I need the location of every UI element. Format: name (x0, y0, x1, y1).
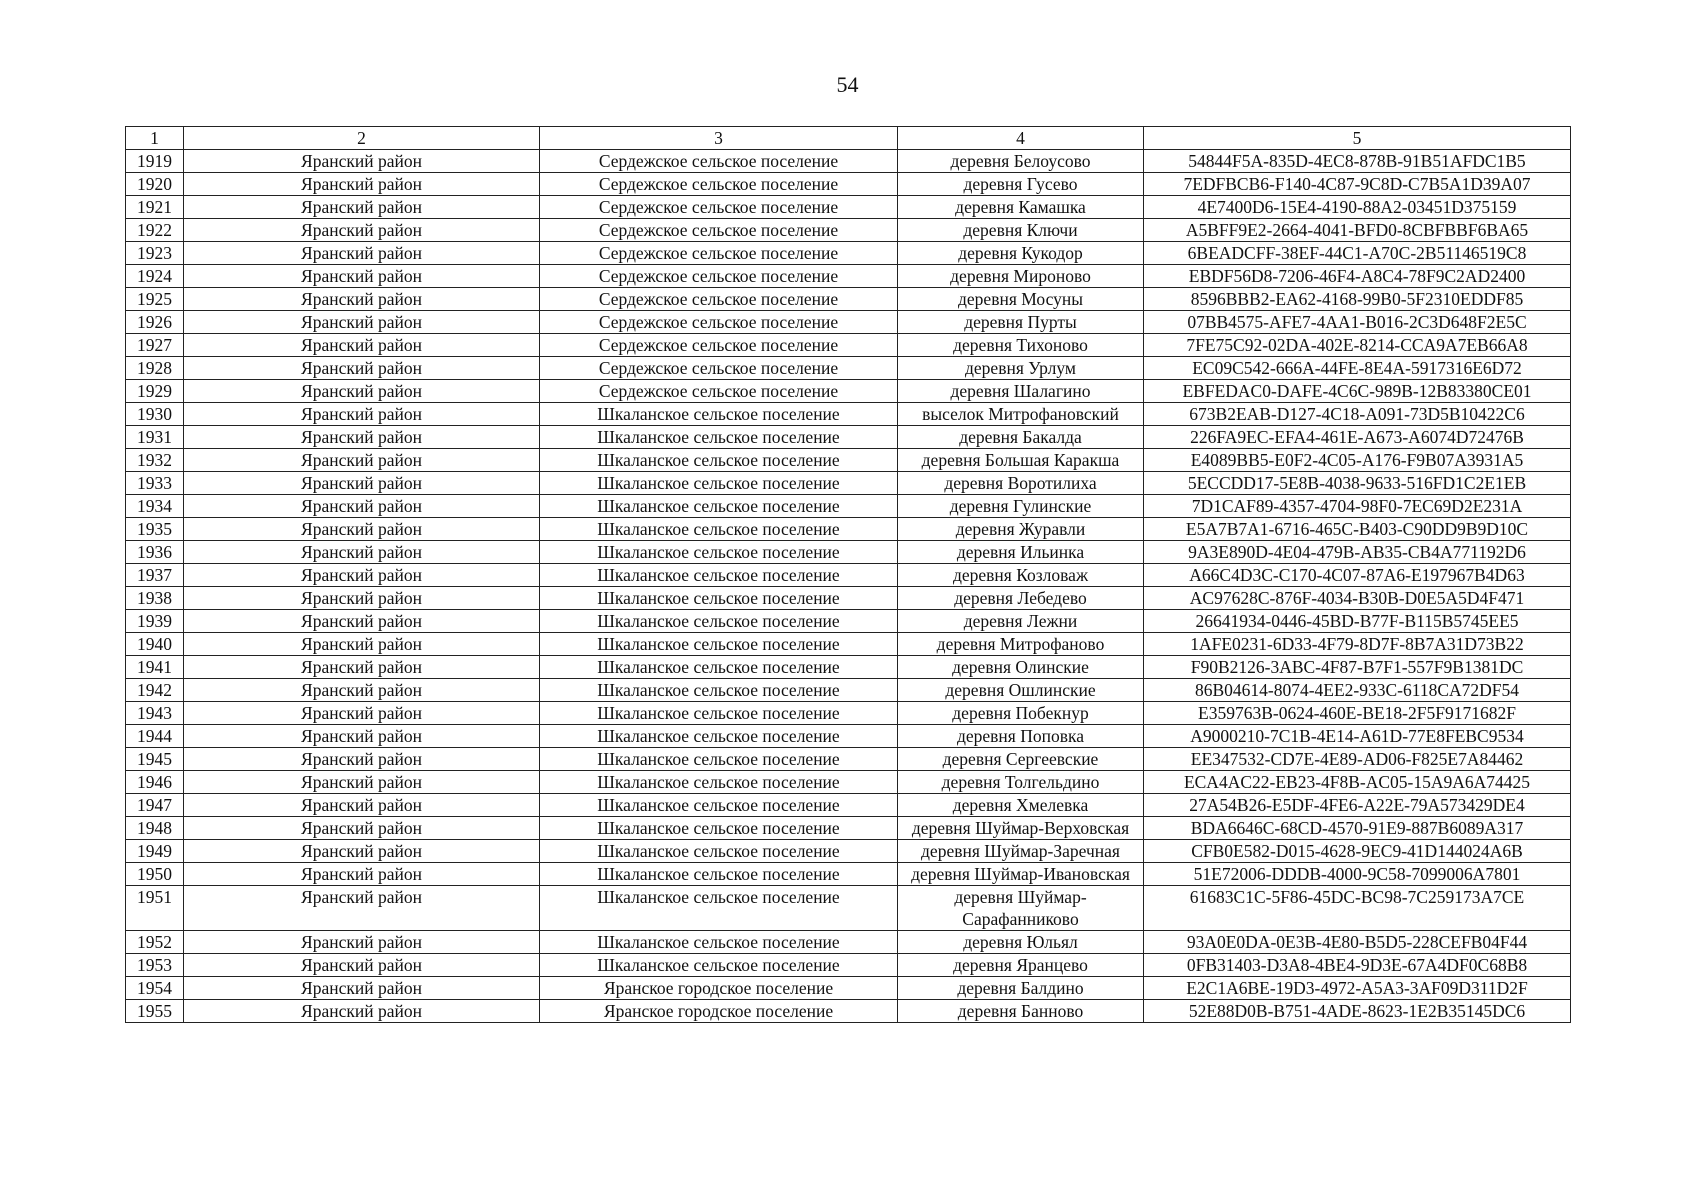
district-cell: Яранский район (184, 931, 540, 954)
district-cell: Яранский район (184, 150, 540, 173)
settlements-table (125, 126, 1571, 1023)
guid-cell: 51E72006-DDDB-4000-9C58-7099006A7801 (1144, 863, 1571, 886)
table-row (126, 817, 1571, 840)
guid-cell: EBFEDAC0-DAFE-4C6C-989B-12B83380CE01 (1144, 380, 1571, 403)
row-number-cell: 1951 (126, 886, 184, 931)
row-number-cell: 1935 (126, 518, 184, 541)
row-number-cell: 1952 (126, 931, 184, 954)
settlement-cell: Сердежское сельское поселение (540, 196, 898, 219)
district-cell: Яранский район (184, 840, 540, 863)
table-row (126, 656, 1571, 679)
settlement-cell: Шкаланское сельское поселение (540, 886, 898, 931)
row-number-cell: 1954 (126, 977, 184, 1000)
locality-cell: деревня Кукодор (898, 242, 1144, 265)
locality-cell: деревня Хмелевка (898, 794, 1144, 817)
table-row (126, 886, 1571, 931)
district-cell: Яранский район (184, 633, 540, 656)
guid-cell: A9000210-7C1B-4E14-A61D-77E8FEBC9534 (1144, 725, 1571, 748)
settlement-cell: Сердежское сельское поселение (540, 265, 898, 288)
row-number-cell: 1930 (126, 403, 184, 426)
locality-cell: деревня Лежни (898, 610, 1144, 633)
guid-cell: 7EDFBCB6-F140-4C87-9C8D-C7B5A1D39A07 (1144, 173, 1571, 196)
settlement-cell: Шкаланское сельское поселение (540, 679, 898, 702)
locality-cell: деревня Шуймар-Ивановская (898, 863, 1144, 886)
guid-cell: BDA6646C-68CD-4570-91E9-887B6089A317 (1144, 817, 1571, 840)
row-number-cell: 1938 (126, 587, 184, 610)
settlement-cell: Шкаланское сельское поселение (540, 587, 898, 610)
settlement-cell: Яранское городское поселение (540, 1000, 898, 1023)
settlement-cell: Шкаланское сельское поселение (540, 656, 898, 679)
settlement-cell: Сердежское сельское поселение (540, 242, 898, 265)
guid-cell: 0FB31403-D3A8-4BE4-9D3E-67A4DF0C68B8 (1144, 954, 1571, 977)
district-cell: Яранский район (184, 656, 540, 679)
settlement-cell: Шкаланское сельское поселение (540, 610, 898, 633)
column-header: 5 (1144, 127, 1571, 150)
row-number-cell: 1942 (126, 679, 184, 702)
row-number-cell: 1924 (126, 265, 184, 288)
locality-cell: деревня Лебедево (898, 587, 1144, 610)
settlement-cell: Шкаланское сельское поселение (540, 748, 898, 771)
guid-cell: 9A3E890D-4E04-479B-AB35-CB4A771192D6 (1144, 541, 1571, 564)
locality-cell: деревня Побекнур (898, 702, 1144, 725)
locality-cell: деревня Козловаж (898, 564, 1144, 587)
row-number-cell: 1920 (126, 173, 184, 196)
locality-cell: деревня Гулинские (898, 495, 1144, 518)
guid-cell: EC09C542-666A-44FE-8E4A-5917316E6D72 (1144, 357, 1571, 380)
settlement-cell: Сердежское сельское поселение (540, 334, 898, 357)
row-number-cell: 1953 (126, 954, 184, 977)
guid-cell: 226FA9EC-EFA4-461E-A673-A6074D72476B (1144, 426, 1571, 449)
table-row (126, 311, 1571, 334)
table-row (126, 426, 1571, 449)
guid-cell: 26641934-0446-45BD-B77F-B115B5745EE5 (1144, 610, 1571, 633)
locality-cell: деревня Большая Каракша (898, 449, 1144, 472)
table-row (126, 472, 1571, 495)
row-number-cell: 1939 (126, 610, 184, 633)
table-row (126, 357, 1571, 380)
table-row (126, 587, 1571, 610)
table-row (126, 196, 1571, 219)
guid-cell: ECA4AC22-EB23-4F8B-AC05-15A9A6A74425 (1144, 771, 1571, 794)
locality-cell: деревня Банново (898, 1000, 1144, 1023)
locality-cell: деревня Белоусово (898, 150, 1144, 173)
guid-cell: 27A54B26-E5DF-4FE6-A22E-79A573429DE4 (1144, 794, 1571, 817)
locality-cell: деревня Камашка (898, 196, 1144, 219)
settlement-cell: Шкаланское сельское поселение (540, 472, 898, 495)
settlement-cell: Шкаланское сельское поселение (540, 817, 898, 840)
locality-cell: деревня Шуймар-Заречная (898, 840, 1144, 863)
table-row (126, 173, 1571, 196)
locality-cell: деревня Пурты (898, 311, 1144, 334)
district-cell: Яранский район (184, 334, 540, 357)
table-row (126, 541, 1571, 564)
guid-cell: 86B04614-8074-4EE2-933C-6118CA72DF54 (1144, 679, 1571, 702)
row-number-cell: 1919 (126, 150, 184, 173)
table-row (126, 288, 1571, 311)
guid-cell: 61683C1C-5F86-45DC-BC98-7C259173A7CE (1144, 886, 1571, 931)
table-row (126, 931, 1571, 954)
row-number-cell: 1932 (126, 449, 184, 472)
row-number-cell: 1929 (126, 380, 184, 403)
locality-cell: деревня Гусево (898, 173, 1144, 196)
settlement-cell: Сердежское сельское поселение (540, 288, 898, 311)
district-cell: Яранский район (184, 977, 540, 1000)
guid-cell: F90B2126-3ABC-4F87-B7F1-557F9B1381DC (1144, 656, 1571, 679)
district-cell: Яранский район (184, 817, 540, 840)
guid-cell: 93A0E0DA-0E3B-4E80-B5D5-228CEFB04F44 (1144, 931, 1571, 954)
row-number-cell: 1946 (126, 771, 184, 794)
row-number-cell: 1925 (126, 288, 184, 311)
district-cell: Яранский район (184, 1000, 540, 1023)
locality-cell: деревня Шуймар-Сарафанниково (898, 886, 1144, 931)
guid-cell: AC97628C-876F-4034-B30B-D0E5A5D4F471 (1144, 587, 1571, 610)
district-cell: Яранский район (184, 771, 540, 794)
locality-cell: выселок Митрофановский (898, 403, 1144, 426)
locality-cell: деревня Ошлинские (898, 679, 1144, 702)
locality-cell: деревня Мироново (898, 265, 1144, 288)
guid-cell: 5ECCDD17-5E8B-4038-9633-516FD1C2E1EB (1144, 472, 1571, 495)
district-cell: Яранский район (184, 426, 540, 449)
table-row (126, 610, 1571, 633)
row-number-cell: 1945 (126, 748, 184, 771)
row-number-cell: 1937 (126, 564, 184, 587)
district-cell: Яранский район (184, 472, 540, 495)
table-row (126, 863, 1571, 886)
settlement-cell: Шкаланское сельское поселение (540, 633, 898, 656)
locality-cell: деревня Толгельдино (898, 771, 1144, 794)
settlement-cell: Сердежское сельское поселение (540, 357, 898, 380)
district-cell: Яранский район (184, 357, 540, 380)
row-number-cell: 1949 (126, 840, 184, 863)
table-row (126, 334, 1571, 357)
locality-cell: деревня Тихоново (898, 334, 1144, 357)
settlement-cell: Сердежское сельское поселение (540, 150, 898, 173)
row-number-cell: 1926 (126, 311, 184, 334)
table-row (126, 702, 1571, 725)
row-number-cell: 1931 (126, 426, 184, 449)
table-row (126, 771, 1571, 794)
settlement-cell: Сердежское сельское поселение (540, 380, 898, 403)
table-row (126, 748, 1571, 771)
locality-cell: деревня Митрофаново (898, 633, 1144, 656)
locality-cell: деревня Мосуны (898, 288, 1144, 311)
guid-cell: EE347532-CD7E-4E89-AD06-F825E7A84462 (1144, 748, 1571, 771)
table-row (126, 840, 1571, 863)
guid-cell: E2C1A6BE-19D3-4972-A5A3-3AF09D311D2F (1144, 977, 1571, 1000)
row-number-cell: 1940 (126, 633, 184, 656)
district-cell: Яранский район (184, 518, 540, 541)
guid-cell: 673B2EAB-D127-4C18-A091-73D5B10422C6 (1144, 403, 1571, 426)
settlement-cell: Шкаланское сельское поселение (540, 426, 898, 449)
row-number-cell: 1923 (126, 242, 184, 265)
district-cell: Яранский район (184, 288, 540, 311)
table-row (126, 403, 1571, 426)
guid-cell: 07BB4575-AFE7-4AA1-B016-2C3D648F2E5C (1144, 311, 1571, 334)
district-cell: Яранский район (184, 403, 540, 426)
guid-cell: E5A7B7A1-6716-465C-B403-C90DD9B9D10C (1144, 518, 1571, 541)
locality-cell: деревня Олинские (898, 656, 1144, 679)
district-cell: Яранский район (184, 954, 540, 977)
district-cell: Яранский район (184, 725, 540, 748)
column-header: 2 (184, 127, 540, 150)
district-cell: Яранский район (184, 219, 540, 242)
row-number-cell: 1922 (126, 219, 184, 242)
guid-cell: EBDF56D8-7206-46F4-A8C4-78F9C2AD2400 (1144, 265, 1571, 288)
column-header: 4 (898, 127, 1144, 150)
guid-cell: 4E7400D6-15E4-4190-88A2-03451D375159 (1144, 196, 1571, 219)
row-number-cell: 1933 (126, 472, 184, 495)
guid-cell: CFB0E582-D015-4628-9EC9-41D144024A6B (1144, 840, 1571, 863)
row-number-cell: 1927 (126, 334, 184, 357)
row-number-cell: 1934 (126, 495, 184, 518)
table-row (126, 242, 1571, 265)
settlement-cell: Шкаланское сельское поселение (540, 771, 898, 794)
district-cell: Яранский район (184, 196, 540, 219)
district-cell: Яранский район (184, 311, 540, 334)
district-cell: Яранский район (184, 748, 540, 771)
settlement-cell: Шкаланское сельское поселение (540, 931, 898, 954)
table-row (126, 564, 1571, 587)
column-header: 1 (126, 127, 184, 150)
settlement-cell: Шкаланское сельское поселение (540, 954, 898, 977)
district-cell: Яранский район (184, 564, 540, 587)
table-row (126, 150, 1571, 173)
district-cell: Яранский район (184, 794, 540, 817)
settlement-cell: Шкаланское сельское поселение (540, 840, 898, 863)
settlement-cell: Шкаланское сельское поселение (540, 518, 898, 541)
locality-cell: деревня Поповка (898, 725, 1144, 748)
table-row (126, 449, 1571, 472)
settlement-cell: Шкаланское сельское поселение (540, 541, 898, 564)
table-row (126, 380, 1571, 403)
settlement-cell: Сердежское сельское поселение (540, 311, 898, 334)
settlement-cell: Сердежское сельское поселение (540, 173, 898, 196)
district-cell: Яранский район (184, 863, 540, 886)
district-cell: Яранский район (184, 449, 540, 472)
row-number-cell: 1941 (126, 656, 184, 679)
row-number-cell: 1950 (126, 863, 184, 886)
page-number: 54 (836, 72, 859, 97)
row-number-cell: 1943 (126, 702, 184, 725)
district-cell: Яранский район (184, 587, 540, 610)
guid-cell: E359763B-0624-460E-BE18-2F5F9171682F (1144, 702, 1571, 725)
guid-cell: 7D1CAF89-4357-4704-98F0-7EC69D2E231A (1144, 495, 1571, 518)
row-number-cell: 1921 (126, 196, 184, 219)
settlement-cell: Шкаланское сельское поселение (540, 725, 898, 748)
locality-cell: деревня Воротилиха (898, 472, 1144, 495)
table-row (126, 679, 1571, 702)
guid-cell: A5BFF9E2-2664-4041-BFD0-8CBFBBF6BA65 (1144, 219, 1571, 242)
table-row (126, 633, 1571, 656)
guid-cell: 52E88D0B-B751-4ADE-8623-1E2B35145DC6 (1144, 1000, 1571, 1023)
settlement-cell: Шкаланское сельское поселение (540, 495, 898, 518)
settlement-cell: Шкаланское сельское поселение (540, 702, 898, 725)
guid-cell: E4089BB5-E0F2-4C05-A176-F9B07A3931A5 (1144, 449, 1571, 472)
row-number-cell: 1944 (126, 725, 184, 748)
locality-cell: деревня Бакалда (898, 426, 1144, 449)
district-cell: Яранский район (184, 610, 540, 633)
locality-cell: деревня Ильинка (898, 541, 1144, 564)
guid-cell: A66C4D3C-C170-4C07-87A6-E197967B4D63 (1144, 564, 1571, 587)
guid-cell: 1AFE0231-6D33-4F79-8D7F-8B7A31D73B22 (1144, 633, 1571, 656)
row-number-cell: 1947 (126, 794, 184, 817)
table-row (126, 495, 1571, 518)
table-row (126, 977, 1571, 1000)
locality-cell: деревня Балдино (898, 977, 1144, 1000)
header-row (126, 127, 1571, 150)
row-number-cell: 1955 (126, 1000, 184, 1023)
table-row (126, 518, 1571, 541)
locality-cell: деревня Урлум (898, 357, 1144, 380)
row-number-cell: 1936 (126, 541, 184, 564)
locality-cell: деревня Яранцево (898, 954, 1144, 977)
guid-cell: 8596BBB2-EA62-4168-99B0-5F2310EDDF85 (1144, 288, 1571, 311)
settlement-cell: Шкаланское сельское поселение (540, 449, 898, 472)
guid-cell: 6BEADCFF-38EF-44C1-A70C-2B51146519C8 (1144, 242, 1571, 265)
settlement-cell: Шкаланское сельское поселение (540, 403, 898, 426)
table-row (126, 794, 1571, 817)
district-cell: Яранский район (184, 265, 540, 288)
column-header: 3 (540, 127, 898, 150)
table-row (126, 219, 1571, 242)
table-row (126, 954, 1571, 977)
table-row (126, 725, 1571, 748)
settlement-cell: Шкаланское сельское поселение (540, 564, 898, 587)
district-cell: Яранский район (184, 886, 540, 931)
locality-cell: деревня Ключи (898, 219, 1144, 242)
settlement-cell: Шкаланское сельское поселение (540, 794, 898, 817)
table-row (126, 265, 1571, 288)
settlement-cell: Шкаланское сельское поселение (540, 863, 898, 886)
guid-cell: 54844F5A-835D-4EC8-878B-91B51AFDC1B5 (1144, 150, 1571, 173)
locality-cell: деревня Юльял (898, 931, 1144, 954)
table-body (126, 150, 1571, 1023)
row-number-cell: 1948 (126, 817, 184, 840)
row-number-cell: 1928 (126, 357, 184, 380)
district-cell: Яранский район (184, 495, 540, 518)
settlement-cell: Яранское городское поселение (540, 977, 898, 1000)
district-cell: Яранский район (184, 679, 540, 702)
locality-cell: деревня Шалагино (898, 380, 1144, 403)
settlement-cell: Сердежское сельское поселение (540, 219, 898, 242)
locality-cell: деревня Шуймар-Верховская (898, 817, 1144, 840)
locality-cell: деревня Журавли (898, 518, 1144, 541)
district-cell: Яранский район (184, 242, 540, 265)
district-cell: Яранский район (184, 173, 540, 196)
district-cell: Яранский район (184, 541, 540, 564)
district-cell: Яранский район (184, 702, 540, 725)
district-cell: Яранский район (184, 380, 540, 403)
locality-cell: деревня Сергеевские (898, 748, 1144, 771)
guid-cell: 7FE75C92-02DA-402E-8214-CCA9A7EB66A8 (1144, 334, 1571, 357)
table-row (126, 1000, 1571, 1023)
